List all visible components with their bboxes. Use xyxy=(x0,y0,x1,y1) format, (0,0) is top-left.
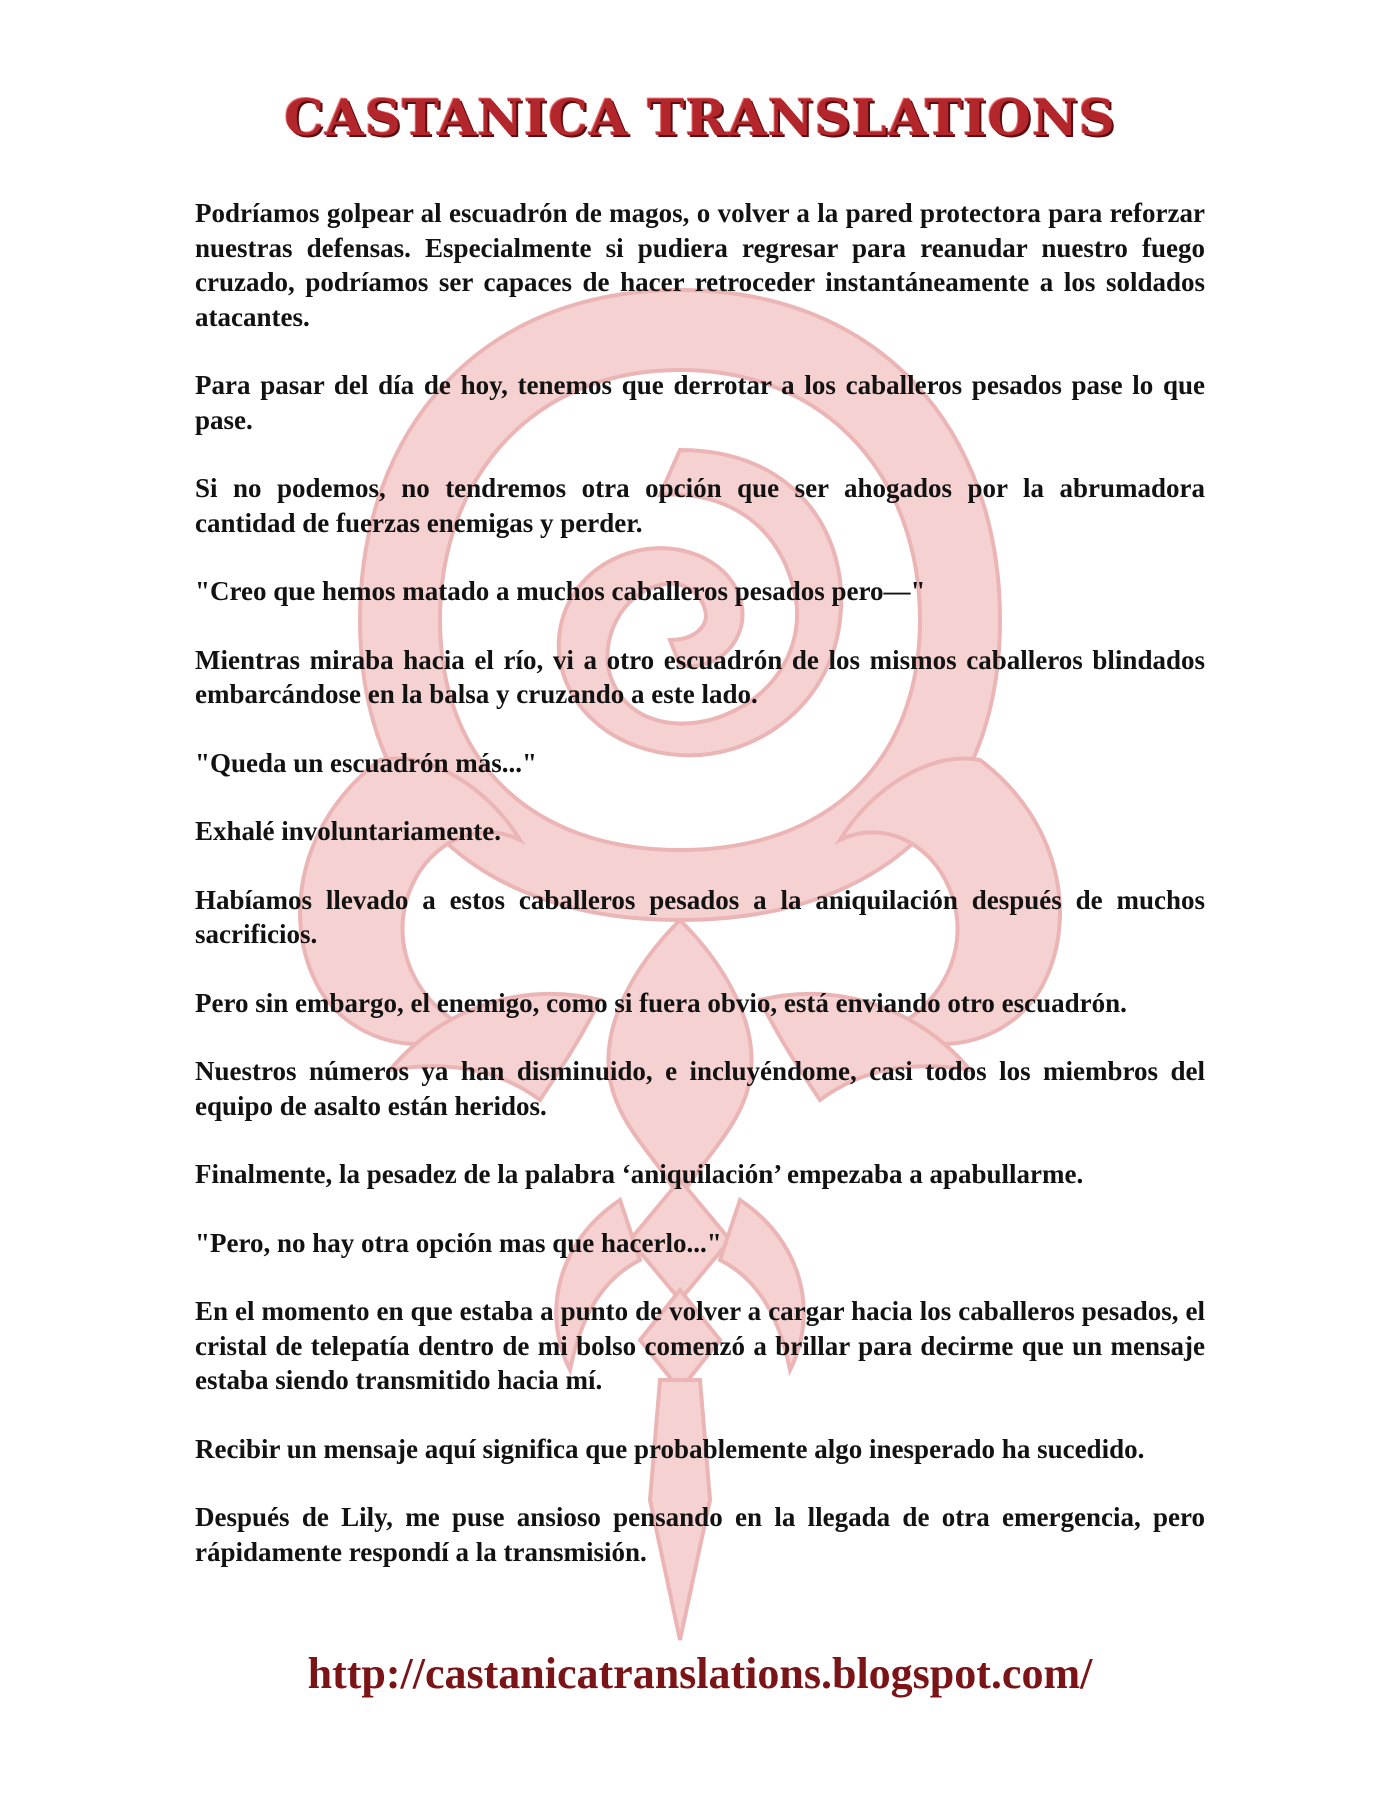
document-body xyxy=(195,196,1205,1603)
paragraph: Habíamos llevado a estos caballeros pesados a la aniquilación después de muchos sacrificios. xyxy=(195,884,1205,949)
paragraph: "Creo que hemos matado a muchos caballeros pesados pero—" xyxy=(195,576,926,606)
paragraph: Nuestros números ya han disminuido, e incluyéndome, casi todos los miembros del equipo de asalto están heridos. xyxy=(195,1056,1205,1121)
paragraph: Después de Lily, me puse ansioso pensando en la llegada de otra emergencia, pero rápidamente respondí a la transmisión. xyxy=(195,1502,1205,1567)
paragraph: En el momento en que estaba a punto de volver a cargar hacia los caballeros pesados, el cristal de telepatía dentro de mi bolso comenzó a brillar para decirme que un mensaje estaba siendo transmitido hacia mí. xyxy=(195,1296,1205,1395)
paragraph: Mientras miraba hacia el río, vi a otro escuadrón de los mismos caballeros blindados embarcándose en la balsa y cruzando a este lado. xyxy=(195,644,1205,709)
paragraph: Si no podemos, no tendremos otra opción que ser ahogados por la abrumadora cantidad de fuerzas enemigas y perder. xyxy=(195,473,1205,538)
paragraph: Para pasar del día de hoy, tenemos que derrotar a los caballeros pesados pase lo que pase. xyxy=(195,370,1205,435)
paragraph: Exhalé involuntariamente. xyxy=(195,816,502,846)
paragraph: Podríamos golpear al escuadrón de magos, o volver a la pared protectora para reforzar nuestras defensas. Especialmente si pudiera regresar para reanudar nuestro fuego cruzado, podríamos ser capaces de hacer retroceder instantáneamente a los soldados atacantes. xyxy=(195,198,1205,332)
paragraph: Recibir un mensaje aquí significa que probablemente algo inesperado ha sucedido. xyxy=(195,1433,1145,1464)
paragraph: Pero sin embargo, el enemigo, como si fuera obvio, está enviando otro escuadrón. xyxy=(195,987,1127,1018)
paragraph: "Queda un escuadrón más..." xyxy=(195,747,538,778)
blog-url-link[interactable]: http://castanicatranslations.blogspot.com/ xyxy=(307,1649,1093,1698)
paragraph: "Pero, no hay otra opción mas que hacerlo..." xyxy=(195,1227,722,1258)
page-title: CASTANICA TRANSLATIONS xyxy=(284,88,1116,147)
paragraph: Finalmente, la pesadez de la palabra ‘aniquilación’ empezaba a apabullarme. xyxy=(195,1159,1084,1189)
